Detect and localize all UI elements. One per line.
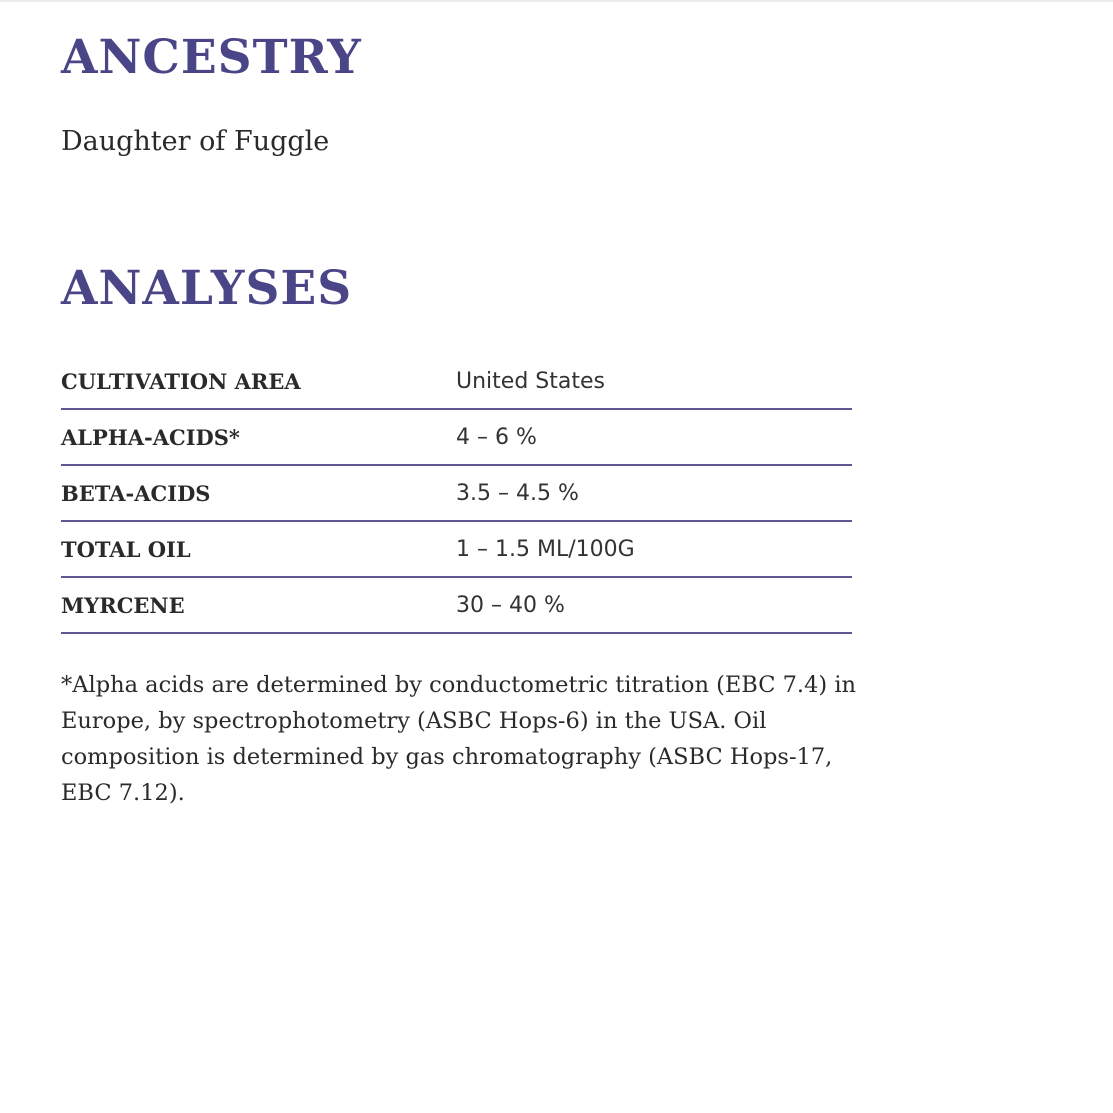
row-label: BETA-ACIDS: [61, 481, 211, 506]
analyses-table: [61, 355, 852, 634]
row-value: 30 – 40 %: [456, 593, 565, 618]
ancestry-text: Daughter of Fuggle: [61, 126, 330, 157]
table-row-myrcene: [61, 579, 852, 634]
row-value: 4 – 6 %: [456, 425, 537, 450]
row-label: TOTAL OIL: [61, 537, 191, 562]
row-label: MYRCENE: [61, 593, 185, 618]
top-divider: [0, 0, 1113, 2]
row-value: 1 – 1.5 ML/100G: [456, 537, 635, 562]
table-row-beta-acids: [61, 467, 852, 522]
row-label: CULTIVATION AREA: [61, 369, 301, 394]
table-row-total-oil: [61, 523, 852, 578]
table-row-cultivation-area: [61, 355, 852, 410]
analyses-heading: ANALYSES: [61, 261, 353, 316]
analysis-footnote: *Alpha acids are determined by conductometric titration (EBC 7.4) in Europe, by spectrophotometry (ASBC Hops-6) in the USA. Oil composition is determined by gas chromatography (ASBC Hops-17, EBC 7.12).: [61, 672, 857, 806]
row-value: 3.5 – 4.5 %: [456, 481, 579, 506]
ancestry-heading: ANCESTRY: [61, 30, 362, 85]
table-row-alpha-acids: [61, 411, 852, 466]
row-value: United States: [456, 369, 605, 394]
row-label: ALPHA-ACIDS*: [61, 425, 240, 450]
